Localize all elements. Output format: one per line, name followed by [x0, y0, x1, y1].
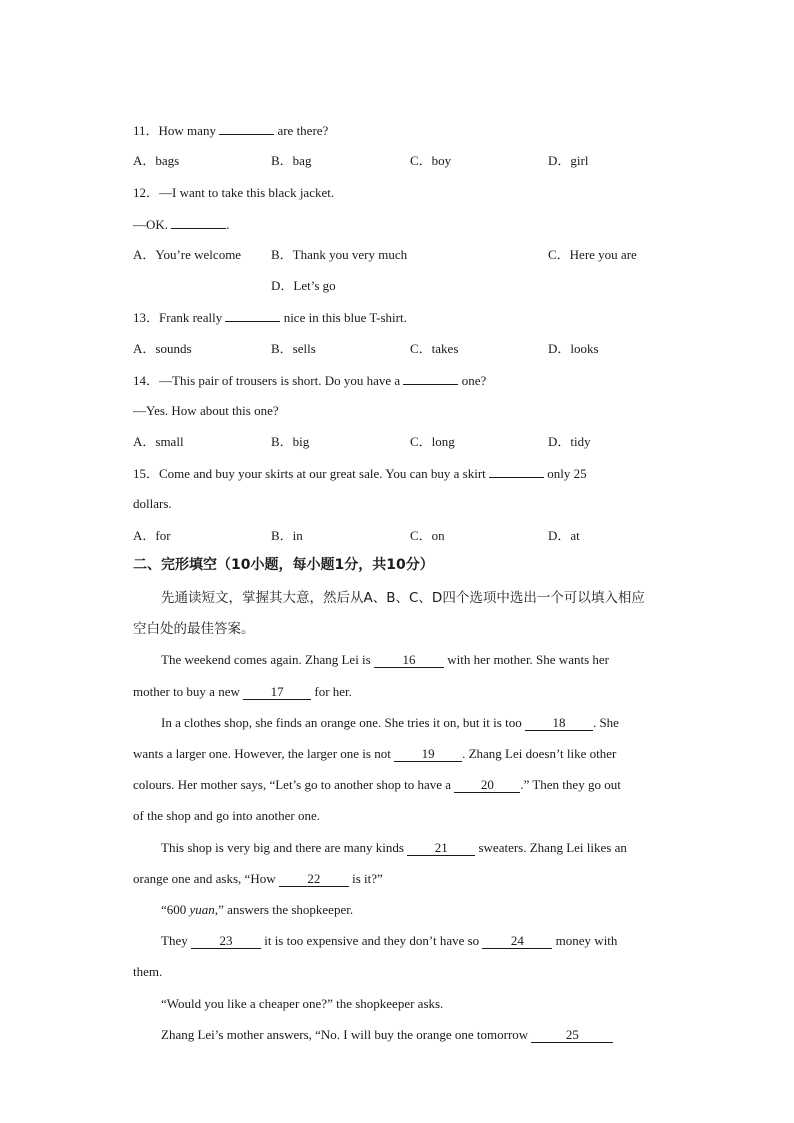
section-instruction: 空白处的最佳答案。	[133, 621, 255, 637]
passage-text: is it?”	[352, 871, 383, 886]
question-stem: —Yes. How about this one?	[133, 403, 279, 418]
question-stem: are there?	[277, 123, 329, 138]
blank-18[interactable]: 18	[525, 716, 593, 731]
passage-line: “Would you like a cheaper one?” the shopkeeper asks.	[161, 996, 444, 1011]
question-number: 15．	[133, 466, 160, 481]
section-instruction: 先通读短文，掌握其大意，然后从A、B、C、D四个选项中选出一个可以填入相应	[161, 590, 645, 606]
passage-line	[133, 714, 691, 732]
question-15-cont	[133, 495, 663, 513]
passage-text: Zhang Lei’s mother answers, “No. I will buy the orange one tomorrow	[161, 1027, 529, 1042]
passage-text: They	[161, 933, 188, 948]
passage-line	[133, 1026, 691, 1044]
passage-text: yuan	[189, 902, 215, 917]
answer-blank	[219, 121, 274, 135]
option-c[interactable]: C．boy	[410, 153, 452, 168]
question-stem: —OK.	[133, 217, 169, 232]
option-b[interactable]: B．bag	[271, 153, 312, 168]
passage-text: . She	[592, 715, 619, 730]
question-12	[133, 184, 663, 202]
passage-text: .” Then they go out	[520, 777, 621, 792]
passage-text: money with	[555, 933, 618, 948]
passage-text: wants a larger one. However, the larger one is not	[133, 746, 391, 761]
blank-19[interactable]: 19	[394, 747, 462, 762]
option-a[interactable]: A．small	[133, 434, 184, 449]
option-c[interactable]: C．Here you are	[548, 247, 637, 262]
passage-line	[133, 839, 691, 857]
question-number: 12．	[133, 185, 160, 200]
option-d[interactable]: D．tidy	[548, 434, 591, 449]
answer-blank	[171, 215, 226, 229]
blank-16[interactable]: 16	[374, 653, 444, 668]
option-b[interactable]: B．big	[271, 434, 310, 449]
option-a[interactable]: A．sounds	[133, 341, 192, 356]
option-c[interactable]: C．long	[410, 434, 455, 449]
passage-line	[133, 776, 663, 794]
passage-text: it is too expensive and they don’t have so	[264, 933, 480, 948]
question-stem: nice in this blue T-shirt.	[283, 310, 407, 325]
option-c[interactable]: C．on	[410, 528, 445, 543]
option-d[interactable]: D．Let’s go	[271, 278, 336, 293]
question-number: 14．	[133, 373, 160, 388]
passage-line	[133, 870, 663, 888]
blank-22[interactable]: 22	[279, 872, 349, 887]
blank-20[interactable]: 20	[454, 778, 520, 793]
period: .	[226, 217, 230, 232]
question-11	[133, 121, 663, 140]
passage-text: . Zhang Lei doesn’t like other	[462, 746, 617, 761]
blank-21[interactable]: 21	[407, 841, 475, 856]
option-d[interactable]: D．at	[548, 528, 580, 543]
passage-text: colours. Her mother says, “Let’s go to another shop to have a	[133, 777, 452, 792]
question-stem: How many	[158, 123, 216, 138]
blank-17[interactable]: 17	[243, 685, 311, 700]
option-a[interactable]: A．bags	[133, 153, 180, 168]
question-14-reply	[133, 402, 663, 420]
passage-line	[133, 745, 663, 763]
passage-text: sweaters. Zhang Lei likes an	[478, 840, 627, 855]
option-a[interactable]: A．You’re welcome	[133, 247, 242, 262]
option-d[interactable]: D．looks	[548, 341, 599, 356]
passage-text: orange one and asks, “How	[133, 871, 276, 886]
passage-text: “600	[161, 902, 187, 917]
question-stem: —This pair of trousers is short. Do you have a	[159, 373, 401, 388]
question-stem: Come and buy your skirts at our great sale. You can buy a skirt	[159, 466, 486, 481]
option-b[interactable]: B．Thank you very much	[271, 247, 408, 262]
option-d[interactable]: D．girl	[548, 153, 589, 168]
passage-text: ,” answers the shopkeeper.	[214, 902, 354, 917]
answer-blank	[225, 308, 280, 322]
option-b[interactable]: B．in	[271, 528, 303, 543]
option-b[interactable]: B．sells	[271, 341, 316, 356]
question-stem: —I want to take this black jacket.	[159, 185, 335, 200]
question-stem: dollars.	[133, 496, 172, 511]
question-stem: Frank really	[159, 310, 223, 325]
passage-line	[133, 651, 691, 669]
question-14	[133, 371, 663, 390]
question-stem: only 25	[547, 466, 587, 481]
passage-line	[133, 932, 691, 950]
answer-blank	[403, 371, 458, 385]
passage-line	[133, 683, 663, 701]
passage-line: of the shop and go into another one.	[133, 808, 321, 823]
question-13	[133, 308, 663, 327]
question-number: 11．	[133, 123, 159, 138]
passage-text: The weekend comes again. Zhang Lei is	[161, 652, 371, 667]
passage-text: mother to buy a new	[133, 684, 240, 699]
passage-text: In a clothes shop, she finds an orange one. She tries it on, but it is too	[161, 715, 522, 730]
passage-text: for her.	[314, 684, 352, 699]
question-stem: one?	[461, 373, 487, 388]
passage-line: them.	[133, 964, 163, 979]
option-a[interactable]: A．for	[133, 528, 171, 543]
passage-text: This shop is very big and there are many kinds	[161, 840, 404, 855]
question-15	[133, 464, 663, 483]
question-12-reply	[133, 215, 663, 234]
passage-line	[133, 901, 691, 919]
question-number: 13．	[133, 310, 160, 325]
option-c[interactable]: C．takes	[410, 341, 459, 356]
blank-25[interactable]: 25	[531, 1028, 613, 1043]
blank-24[interactable]: 24	[482, 934, 552, 949]
section-title: 二、完形填空（10小题，每小题1分，共10分）	[133, 557, 434, 573]
blank-23[interactable]: 23	[191, 934, 261, 949]
passage-text: with her mother. She wants her	[447, 652, 609, 667]
answer-blank	[489, 464, 544, 478]
